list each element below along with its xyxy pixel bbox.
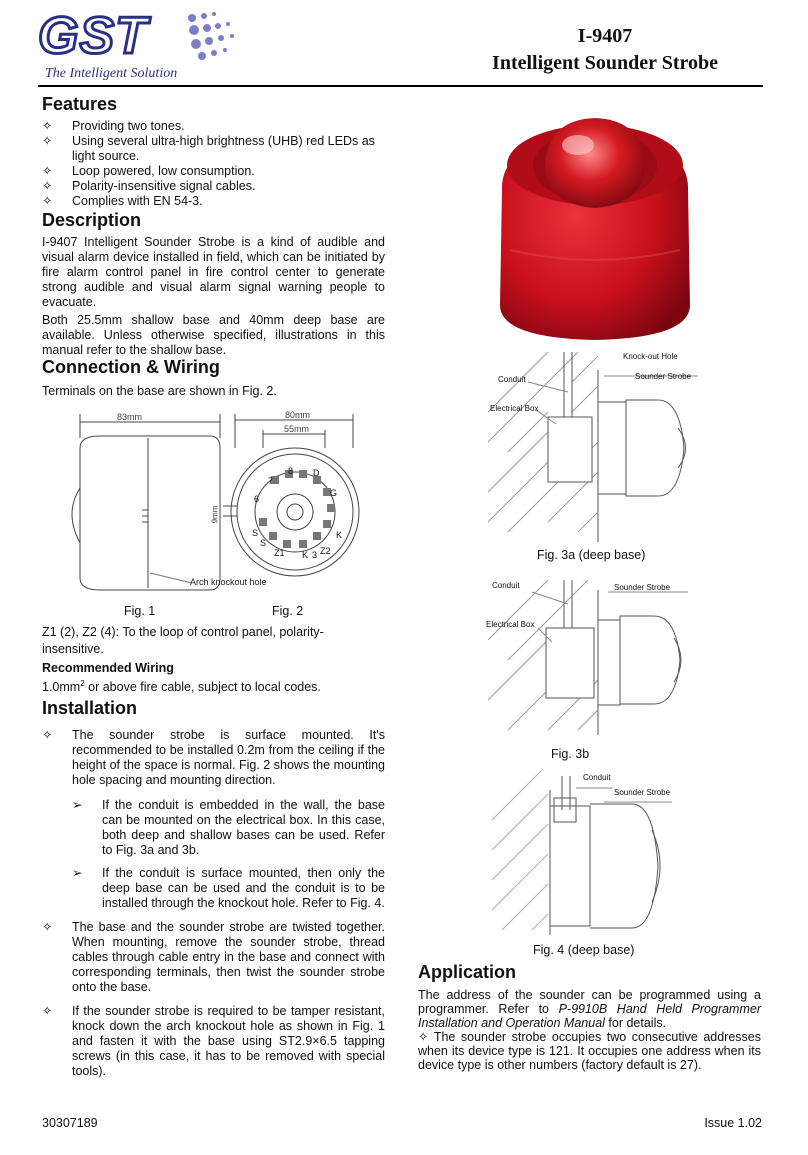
sounder-strobe-label: Sounder Strobe: [635, 372, 692, 381]
logo-dots-icon: [182, 8, 244, 64]
feature-item: ✧ Loop powered, low consumption.: [42, 164, 255, 178]
document-number: 30307189: [42, 1116, 98, 1130]
application-section: [418, 962, 761, 1072]
fig2-side-label: 9mm: [210, 505, 220, 524]
bullet-icon: ✧: [42, 164, 53, 178]
terminal-label: K: [302, 550, 309, 560]
application-paragraph: The address of the sounder can be programmed using a programmer. Refer to P-9910B Hand Held Programmer Installation and Operation Manual for details.: [418, 988, 761, 1030]
bullet-icon: ✧: [42, 119, 53, 133]
connection-intro: Terminals on the base are shown in Fig. 2.: [42, 384, 277, 398]
installation-item: ✧ The sounder strobe is surface mounted. It's recommended to be installed 0.2m from the ceiling if the height of the space is normal. Fig. 2 shows the mounting hole spacing and mounting direction. ➢ If the conduit is embedded in the wall, the base can be mounted on the electrical box. In this case, both deep and shallow bases can be used. Refer to Fig. 3a and 3b. ➢ If the conduit is surface mounted, then only the deep base can be used and the conduit is to be installed through the knockout hole. Refer to Fig. 4.: [42, 728, 385, 910]
knockout-hole-label: Knock-out Hole: [623, 352, 678, 361]
terminal-label: Z1: [274, 548, 285, 558]
sounder-strobe-photo: [490, 100, 700, 345]
bullet-icon: ✧: [42, 728, 53, 742]
fig2-inner-label: 55mm: [284, 424, 310, 434]
feature-item: ✧ Polarity-insensitive signal cables.: [42, 179, 256, 193]
application-paragraph: ✧ The sounder strobe occupies two consecutive addresses when its device type is 121. It occupies one address when its device type is other numbers (factory default is 27).: [418, 1030, 761, 1072]
features-heading: Features: [42, 94, 118, 114]
recommended-wiring-text: $1.0mm^2$ or above fire cable, subject to local codes.: [42, 679, 321, 695]
installation-list: [42, 728, 385, 1079]
bullet-icon: ✧: [42, 1004, 53, 1018]
terminal-label: S: [260, 538, 267, 548]
model-number: I-9407: [577, 25, 633, 47]
installation-sublist: [72, 798, 385, 911]
terminal-label: 7: [268, 476, 274, 486]
conduit-label: Conduit: [492, 581, 520, 590]
recommended-wiring-heading: Recommended Wiring: [42, 661, 174, 675]
installation-subitem: ➢ If the conduit is embedded in the wall, the base can be mounted on the electrical box. In this case, both deep and shallow bases can be used. Refer to Fig. 3a and 3b.: [72, 798, 385, 857]
figure-3b: [488, 580, 703, 740]
fig4-caption: Fig. 4 (deep base): [533, 943, 635, 957]
fig1-width-label: 83mm: [117, 412, 143, 422]
installation-section: [42, 698, 385, 1079]
sounder-strobe-label: Sounder Strobe: [614, 788, 671, 797]
description-section: [42, 210, 385, 358]
fig3a-caption: Fig. 3a (deep base): [537, 548, 646, 562]
product-name: Intelligent Sounder Strobe: [492, 52, 718, 74]
terminal-label: 8: [288, 466, 294, 476]
sounder-strobe-label: Sounder Strobe: [614, 583, 671, 592]
arch-knockout-label: Arch knockout hole: [190, 577, 267, 587]
application-heading: Application: [418, 962, 516, 982]
feature-item: ✧ Complies with EN 54-3.: [42, 194, 203, 208]
electrical-box-label: Electrical Box: [490, 404, 539, 413]
installation-subitem: ➢ If the conduit is surface mounted, then only the deep base can be used and the conduit is to be installed through the knockout hole. Refer to Fig. 4.: [72, 866, 385, 910]
figure-2-terminal-base: [215, 408, 375, 588]
electrical-box-label: Electrical Box: [486, 620, 535, 629]
terminal-label: G: [330, 488, 338, 498]
arrow-bullet-icon: ➢: [72, 798, 83, 812]
description-heading: Description: [42, 210, 142, 230]
connection-heading: Connection & Wiring: [42, 357, 220, 377]
company-logo: GST: [38, 7, 148, 65]
wiring-notes: [42, 624, 385, 694]
fig2-caption: Fig. 2: [272, 604, 304, 618]
connection-section: [42, 357, 385, 399]
description-paragraph: Both 25.5mm shallow base and 40mm deep base are available. Unless otherwise specified, illustrations in this manual refer to the shallow base.: [42, 313, 385, 357]
document-title: [492, 23, 718, 77]
features-section: [42, 94, 385, 209]
terminal-label: S: [252, 528, 259, 538]
bullet-icon: ✧: [42, 179, 53, 193]
bullet-icon: ✧: [42, 134, 53, 148]
bullet-icon: ✧: [418, 1030, 429, 1044]
installation-item: ✧ If the sounder strobe is required to be tamper resistant, knock down the arch knockout hole as shown in Fig. 1 and fasten it with the base using ST2.9×6.5 tapping screws (in this case, it has to be removed with special tools).: [42, 1004, 385, 1078]
issue-number: Issue 1.02: [704, 1116, 762, 1130]
tagline: The Intelligent Solution: [45, 66, 178, 81]
terminal-label: 6: [254, 494, 260, 504]
conduit-label: Conduit: [583, 773, 611, 782]
fig2-outer-label: 80mm: [285, 410, 311, 420]
z-terminal-note: Z1 (2), Z2 (4): To the loop of control panel, polarity-insensitive.: [42, 625, 324, 656]
installation-item: ✧ The base and the sounder strobe are twisted together. When mounting, remove the sounder strobe, thread cables through cable entry in the base and connect with corresponding terminals, then twist the sounder strobe onto the base.: [42, 920, 385, 994]
features-list: [42, 119, 385, 209]
conduit-label: Conduit: [498, 375, 526, 384]
installation-heading: Installation: [42, 698, 138, 718]
feature-item: ✧ Providing two tones.: [42, 119, 185, 133]
bullet-icon: ✧: [42, 920, 53, 934]
fig1-caption: Fig. 1: [124, 604, 156, 618]
bullet-icon: ✧: [42, 194, 53, 208]
figure-4-deep-base: [492, 770, 702, 935]
terminal-label: K: [336, 530, 343, 540]
terminal-label: D: [313, 468, 320, 478]
terminal-label: 3: [312, 550, 318, 560]
fig3b-caption: Fig. 3b: [551, 747, 590, 761]
header-rule: [38, 85, 763, 87]
description-paragraph: I-9407 Intelligent Sounder Strobe is a kind of audible and visual alarm device installed in field, which can be initiated by fire alarm control panel in fire control center to generate strong audible and visual alarm signal warning people to evacuate.: [42, 235, 385, 309]
feature-item: ✧ Using several ultra-high brightness (UHB) red LEDs as light source.: [42, 134, 375, 163]
terminal-label: Z2: [320, 546, 331, 556]
arrow-bullet-icon: ➢: [72, 866, 83, 880]
